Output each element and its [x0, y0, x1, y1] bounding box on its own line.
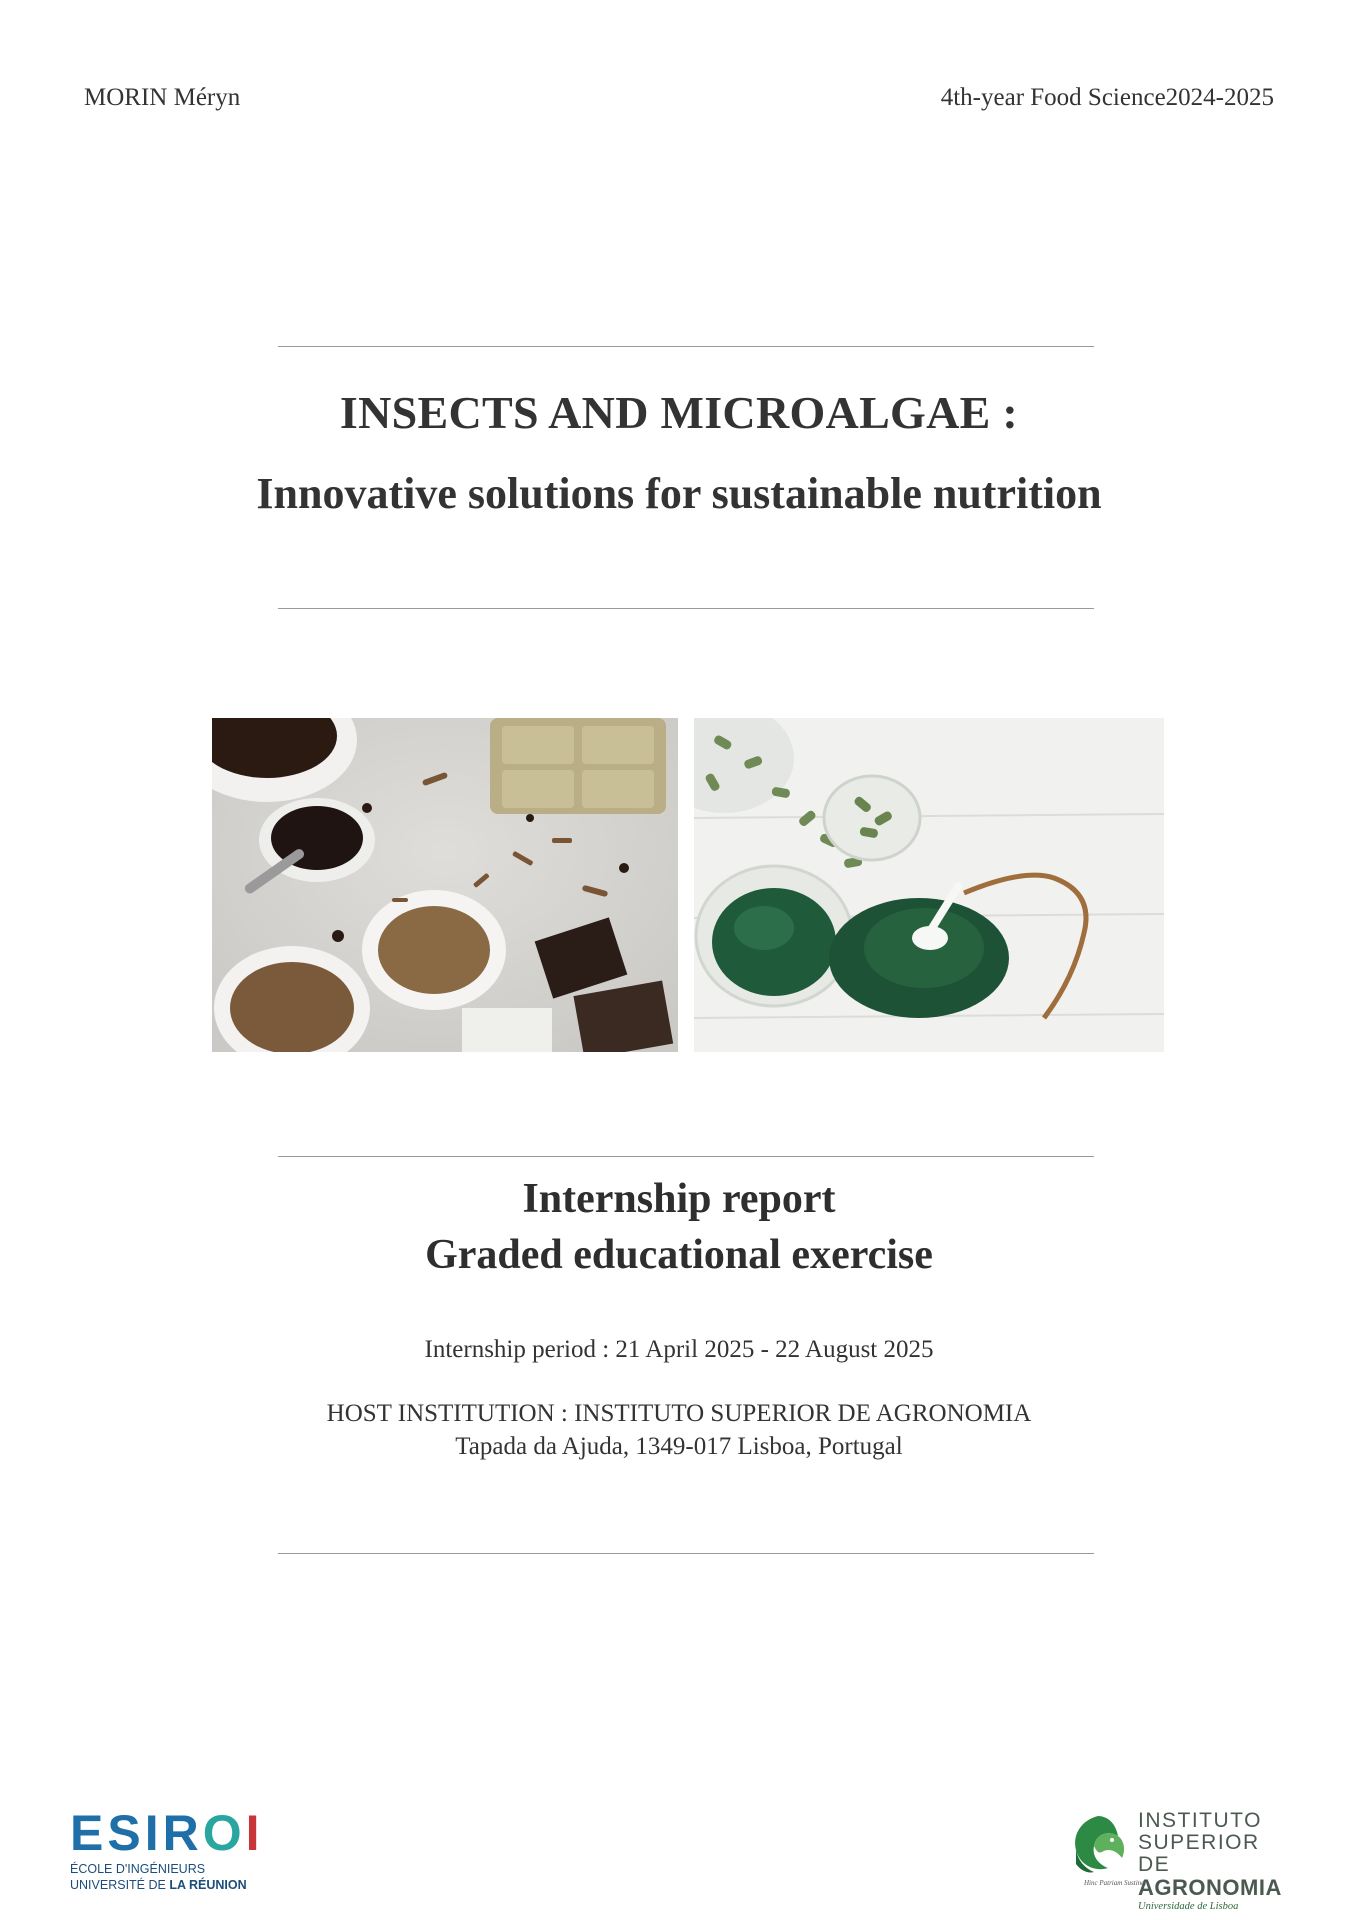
esiroi-subtitle — [70, 1862, 290, 1893]
report-subtitle: Innovative solutions for sustainable nutrition — [256, 469, 1102, 518]
esiroi-wordmark — [70, 1805, 290, 1861]
spirulina-illustration — [694, 718, 1164, 1052]
isa-bird-icon — [1068, 1810, 1130, 1904]
host-institution: HOST INSTITUTION : INSTITUTO SUPERIOR DE AGRONOMIA — [326, 1400, 1032, 1427]
divider-title-bottom — [278, 608, 1094, 609]
isa-logo — [1068, 1809, 1288, 1913]
host-address: Tapada da Ajuda, 1349-017 Lisboa, Portugal — [455, 1433, 903, 1460]
esiroi-wordmark-o: O — [202, 1805, 246, 1861]
isa-line-superior: SUPERIOR DE — [1138, 1831, 1260, 1877]
isa-line-university: Universidade de Lisboa — [1138, 1901, 1239, 1913]
esiroi-wordmark-main: ESIR — [70, 1805, 203, 1861]
esiroi-school-label: ÉCOLE D'INGÉNIEURS — [70, 1862, 206, 1876]
esiroi-university-prefix: UNIVERSITÉ DE — [70, 1877, 170, 1892]
isa-line-instituto: INSTITUTO — [1138, 1809, 1262, 1832]
report-subtype: Graded educational exercise — [425, 1232, 933, 1278]
insects-dishes-photo — [212, 718, 678, 1052]
esiroi-logo — [70, 1805, 290, 1898]
author-name: MORIN Méryn — [84, 84, 241, 111]
isa-motto: Hinc Patriam Sustinet — [1084, 1879, 1147, 1887]
divider-report-top — [278, 1156, 1094, 1157]
divider-bottom — [278, 1553, 1094, 1554]
isa-wordmark — [1138, 1810, 1288, 1912]
report-type: Internship report — [522, 1176, 836, 1222]
divider-top — [278, 346, 1094, 347]
program-year: 4th-year Food Science2024-2025 — [940, 84, 1274, 111]
esiroi-university-name: LA RÉUNION — [169, 1877, 247, 1892]
report-title: INSECTS AND MICROALGAE : — [339, 387, 1019, 438]
isa-line-agronomia: AGRONOMIA — [1138, 1875, 1282, 1901]
internship-period: Internship period : 21 April 2025 - 22 August 2025 — [424, 1336, 934, 1363]
esiroi-wordmark-i: I — [245, 1805, 264, 1861]
insects-dishes-illustration — [212, 718, 678, 1052]
spirulina-capsules-photo — [694, 718, 1164, 1052]
